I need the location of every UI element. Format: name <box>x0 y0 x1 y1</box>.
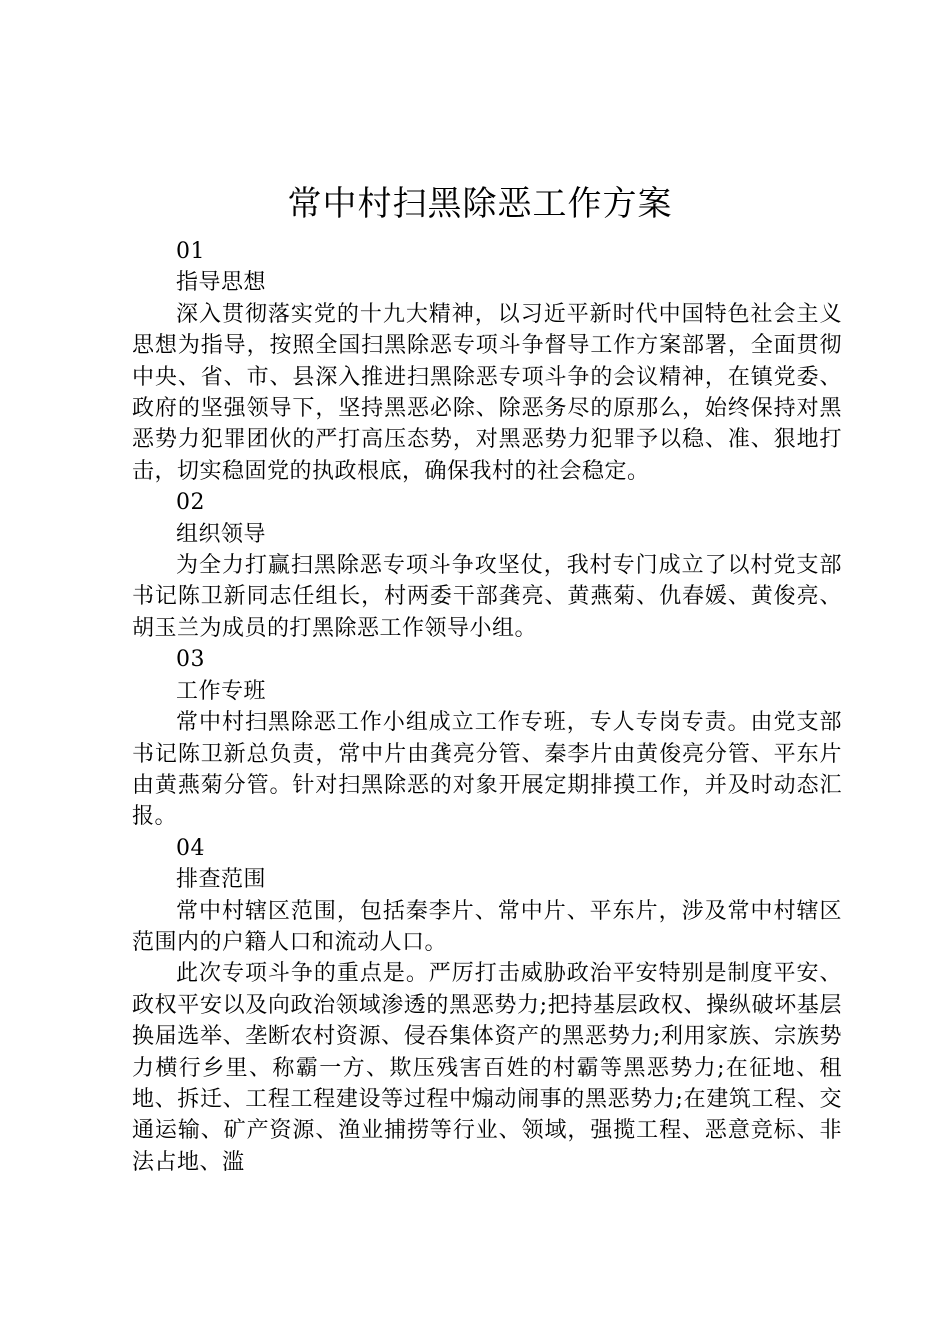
section-paragraph: 此次专项斗争的重点是。严厉打击威胁政治平安特别是制度平安、政权平安以及向政治领域渗透的黑恶势力;把持基层政权、操纵破坏基层换届选举、垄断农村资源、侵吞集体资产的黑恶势力;利用家族、宗族势力横行乡里、称霸一方、欺压残害百姓的村霸等黑恶势力;在征地、租地、拆迁、工程工程建设等过程中煽动闹事的黑恶势力;在建筑工程、交通运输、矿产资源、渔业捕捞等行业、领域，强揽工程、恶意竞标、非法占地、滥 <box>132 961 842 1175</box>
section-number: 04 <box>176 835 205 861</box>
section-heading: 组织领导 <box>176 521 267 547</box>
section-paragraph: 深入贯彻落实党的十九大精神，以习近平新时代中国特色社会主义思想为指导，按照全国扫黑除恶专项斗争督导工作方案部署，全面贯彻中央、省、市、县深入推进扫黑除恶专项斗争的会议精神，在镇党委、政府的坚强领导下，坚持黑恶必除、除恶务尽的原那么，始终保持对黑恶势力犯罪团伙的严打高压态势，对黑恶势力犯罪予以稳、准、狠地打击，切实稳固党的执政根底，确保我村的社会稳定。 <box>132 301 842 484</box>
section-number: 03 <box>176 647 205 673</box>
section-number: 01 <box>176 239 205 264</box>
section-heading: 排查范围 <box>176 867 267 893</box>
section-number: 02 <box>176 490 205 516</box>
section-paragraph: 为全力打赢扫黑除恶专项斗争攻坚仗，我村专门成立了以村党支部书记陈卫新同志任组长，村两委干部龚亮、黄燕菊、仇春媛、黄俊亮、胡玉兰为成员的打黑除恶工作领导小组。 <box>132 553 842 641</box>
section-paragraph: 常中村扫黑除恶工作小组成立工作专班，专人专岗专责。由党支部书记陈卫新总负责，常中片由龚亮分管、秦李片由黄俊亮分管、平东片由黄燕菊分管。针对扫黑除恶的对象开展定期排摸工作，并及时动态汇报。 <box>132 710 842 830</box>
section-paragraph: 常中村辖区范围，包括秦李片、常中片、平东片，涉及常中村辖区范围内的户籍人口和流动人口。 <box>132 898 842 955</box>
document-title: 常中村扫黑除恶工作方案 <box>287 184 673 224</box>
section-heading: 工作专班 <box>176 678 267 704</box>
section-heading: 指导思想 <box>176 270 267 296</box>
document-body <box>132 236 842 1178</box>
